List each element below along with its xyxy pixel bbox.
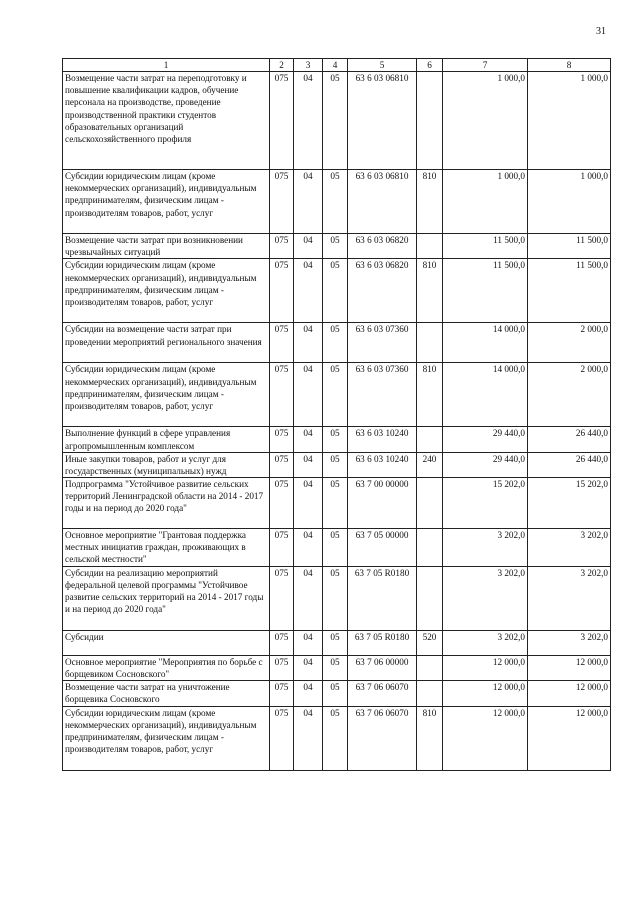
table-row [63, 259, 611, 323]
row-target-article: 63 6 03 06810 [348, 170, 417, 234]
row-amount-1: 12 000,0 [443, 706, 528, 770]
row-amount-1: 3 202,0 [443, 566, 528, 630]
row-subsection-code: 05 [323, 681, 348, 706]
row-amount-2: 12 000,0 [528, 681, 611, 706]
row-amount-2: 1 000,0 [528, 72, 611, 170]
row-grbs-code: 075 [270, 706, 294, 770]
row-name: Субсидии юридическим лицам (кроме некоммерческих организаций), индивидуальным предпринимателям, физическим лицам - производителям товаров, работ, услуг [63, 259, 270, 323]
row-amount-2: 12 000,0 [528, 655, 611, 680]
row-section-code: 04 [294, 566, 323, 630]
row-amount-1: 12 000,0 [443, 655, 528, 680]
row-target-article: 63 7 00 00000 [348, 477, 417, 528]
row-grbs-code: 075 [270, 427, 294, 452]
row-section-code: 04 [294, 259, 323, 323]
row-section-code: 04 [294, 170, 323, 234]
row-expense-type: 810 [417, 706, 443, 770]
table-row [63, 234, 611, 259]
row-target-article: 63 6 03 06820 [348, 259, 417, 323]
row-target-article: 63 6 03 07360 [348, 363, 417, 427]
row-section-code: 04 [294, 363, 323, 427]
table-row [63, 170, 611, 234]
row-grbs-code: 075 [270, 170, 294, 234]
row-name: Выполнение функций в сфере управления агропромышленным комплексом [63, 427, 270, 452]
column-header: 4 [323, 59, 348, 72]
column-header: 1 [63, 59, 270, 72]
row-name: Субсидии юридическим лицам (кроме некоммерческих организаций), индивидуальным предпринимателям, физическим лицам - производителям товаров, работ, услуг [63, 170, 270, 234]
column-header: 6 [417, 59, 443, 72]
row-amount-2: 2 000,0 [528, 323, 611, 363]
row-expense-type [417, 323, 443, 363]
row-target-article: 63 6 03 10240 [348, 452, 417, 477]
row-amount-2: 1 000,0 [528, 170, 611, 234]
row-section-code: 04 [294, 655, 323, 680]
row-grbs-code: 075 [270, 259, 294, 323]
row-expense-type: 240 [417, 452, 443, 477]
row-subsection-code: 05 [323, 477, 348, 528]
row-amount-1: 3 202,0 [443, 630, 528, 655]
column-header: 8 [528, 59, 611, 72]
row-grbs-code: 075 [270, 72, 294, 170]
row-expense-type [417, 427, 443, 452]
row-target-article: 63 6 03 10240 [348, 427, 417, 452]
row-amount-1: 14 000,0 [443, 323, 528, 363]
row-grbs-code: 075 [270, 234, 294, 259]
row-target-article: 63 7 05 R0180 [348, 630, 417, 655]
row-section-code: 04 [294, 528, 323, 566]
row-expense-type [417, 566, 443, 630]
row-expense-type [417, 528, 443, 566]
row-subsection-code: 05 [323, 528, 348, 566]
row-amount-1: 1 000,0 [443, 170, 528, 234]
row-target-article: 63 7 06 00000 [348, 655, 417, 680]
row-amount-1: 29 440,0 [443, 452, 528, 477]
row-subsection-code: 05 [323, 566, 348, 630]
row-grbs-code: 075 [270, 323, 294, 363]
table-row [63, 655, 611, 680]
row-amount-2: 26 440,0 [528, 427, 611, 452]
row-name: Подпрограмма "Устойчивое развитие сельских территорий Ленинградской области на 2014 - 2017 годы и на период до 2020 года" [63, 477, 270, 528]
row-subsection-code: 05 [323, 452, 348, 477]
row-subsection-code: 05 [323, 655, 348, 680]
row-subsection-code: 05 [323, 72, 348, 170]
table-row [63, 323, 611, 363]
table-row [63, 681, 611, 706]
row-expense-type [417, 72, 443, 170]
table-row [63, 452, 611, 477]
row-section-code: 04 [294, 427, 323, 452]
row-section-code: 04 [294, 72, 323, 170]
table-row [63, 706, 611, 770]
row-section-code: 04 [294, 452, 323, 477]
column-header: 7 [443, 59, 528, 72]
row-expense-type: 520 [417, 630, 443, 655]
header-row [63, 59, 611, 72]
row-amount-2: 2 000,0 [528, 363, 611, 427]
row-expense-type: 810 [417, 259, 443, 323]
table-row [63, 630, 611, 655]
row-name: Возмещение части затрат на уничтожение борщевика Сосновского [63, 681, 270, 706]
row-section-code: 04 [294, 323, 323, 363]
row-section-code: 04 [294, 681, 323, 706]
table-row [63, 427, 611, 452]
row-amount-2: 12 000,0 [528, 706, 611, 770]
column-header: 2 [270, 59, 294, 72]
row-expense-type [417, 655, 443, 680]
row-subsection-code: 05 [323, 427, 348, 452]
row-expense-type: 810 [417, 170, 443, 234]
row-grbs-code: 075 [270, 363, 294, 427]
row-amount-1: 12 000,0 [443, 681, 528, 706]
row-grbs-code: 075 [270, 566, 294, 630]
row-subsection-code: 05 [323, 706, 348, 770]
row-section-code: 04 [294, 630, 323, 655]
row-amount-1: 29 440,0 [443, 427, 528, 452]
row-name: Возмещение части затрат на переподготовку и повышение квалификации кадров, обучение персонала на производстве, проведение производственной практики студентов образовательных организаций сельскохозяйственного профиля [63, 72, 270, 170]
row-name: Возмещение части затрат при возникновении чрезвычайных ситуаций [63, 234, 270, 259]
row-name: Основное мероприятие "Мероприятия по борьбе с борщевиком Сосновского" [63, 655, 270, 680]
row-section-code: 04 [294, 477, 323, 528]
row-subsection-code: 05 [323, 234, 348, 259]
row-subsection-code: 05 [323, 170, 348, 234]
row-expense-type [417, 234, 443, 259]
row-target-article: 63 7 06 06070 [348, 706, 417, 770]
row-amount-1: 11 500,0 [443, 234, 528, 259]
row-amount-2: 3 202,0 [528, 630, 611, 655]
row-name: Субсидии на возмещение части затрат при проведении мероприятий регионального значения [63, 323, 270, 363]
row-subsection-code: 05 [323, 259, 348, 323]
table-row [63, 72, 611, 170]
row-name: Основное мероприятие "Грантовая поддержка местных инициатив граждан, проживающих в сельской местности" [63, 528, 270, 566]
row-subsection-code: 05 [323, 630, 348, 655]
row-amount-1: 15 202,0 [443, 477, 528, 528]
row-grbs-code: 075 [270, 630, 294, 655]
table-row [63, 477, 611, 528]
row-name: Субсидии юридическим лицам (кроме некоммерческих организаций), индивидуальным предпринимателям, физическим лицам - производителям товаров, работ, услуг [63, 363, 270, 427]
column-header: 5 [348, 59, 417, 72]
row-name: Субсидии [63, 630, 270, 655]
row-grbs-code: 075 [270, 655, 294, 680]
row-amount-2: 3 202,0 [528, 528, 611, 566]
row-grbs-code: 075 [270, 681, 294, 706]
column-header: 3 [294, 59, 323, 72]
row-subsection-code: 05 [323, 363, 348, 427]
row-amount-1: 3 202,0 [443, 528, 528, 566]
row-amount-2: 15 202,0 [528, 477, 611, 528]
row-expense-type [417, 681, 443, 706]
row-amount-1: 11 500,0 [443, 259, 528, 323]
row-section-code: 04 [294, 706, 323, 770]
row-grbs-code: 075 [270, 452, 294, 477]
row-amount-2: 11 500,0 [528, 259, 611, 323]
row-target-article: 63 6 03 06820 [348, 234, 417, 259]
row-grbs-code: 075 [270, 477, 294, 528]
row-target-article: 63 6 03 06810 [348, 72, 417, 170]
row-name: Субсидии на реализацию мероприятий федеральной целевой программы "Устойчивое развитие сельских территорий на 2014 - 2017 годы и на период до 2020 года" [63, 566, 270, 630]
row-amount-1: 1 000,0 [443, 72, 528, 170]
row-target-article: 63 6 03 07360 [348, 323, 417, 363]
row-section-code: 04 [294, 234, 323, 259]
row-name: Иные закупки товаров, работ и услуг для государственных (муниципальных) нужд [63, 452, 270, 477]
row-target-article: 63 7 05 R0180 [348, 566, 417, 630]
row-target-article: 63 7 06 06070 [348, 681, 417, 706]
row-amount-1: 14 000,0 [443, 363, 528, 427]
row-name: Субсидии юридическим лицам (кроме некоммерческих организаций), индивидуальным предпринимателям, физическим лицам - производителям товаров, работ, услуг [63, 706, 270, 770]
budget-table [62, 58, 611, 771]
row-expense-type [417, 477, 443, 528]
row-target-article: 63 7 05 00000 [348, 528, 417, 566]
row-expense-type: 810 [417, 363, 443, 427]
table-row [63, 363, 611, 427]
row-amount-2: 11 500,0 [528, 234, 611, 259]
table-row [63, 566, 611, 630]
row-amount-2: 3 202,0 [528, 566, 611, 630]
table-row [63, 528, 611, 566]
row-subsection-code: 05 [323, 323, 348, 363]
page-number: 31 [596, 26, 606, 37]
row-grbs-code: 075 [270, 528, 294, 566]
row-amount-2: 26 440,0 [528, 452, 611, 477]
